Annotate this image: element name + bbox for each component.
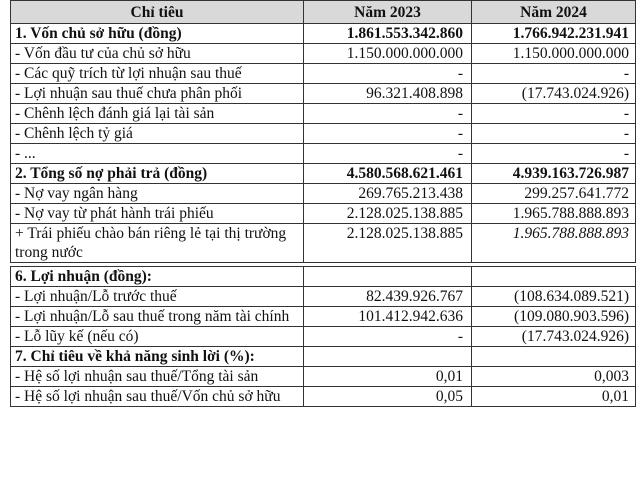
row-value-2024: (109.080.903.596) [472, 307, 636, 327]
row-label: - Chênh lệch đánh giá lại tài sản [11, 104, 304, 124]
row-value-2024: - [472, 64, 636, 84]
row-value-2023: 1.150.000.000.000 [304, 44, 472, 64]
row-value-2024: 0,01 [472, 387, 636, 407]
row-value-2023: - [304, 144, 472, 164]
row-label: - Vốn đầu tư của chủ sở hữu [11, 44, 304, 64]
header-year-2024: Năm 2024 [472, 1, 636, 24]
row-value-2023: - [304, 327, 472, 347]
row-label: - Các quỹ trích từ lợi nhuận sau thuế [11, 64, 304, 84]
row-label: 6. Lợi nhuận (đồng): [11, 267, 304, 287]
financial-table-bottom [10, 266, 636, 407]
row-value-2023: 0,01 [304, 367, 472, 387]
row-value-2024: - [472, 144, 636, 164]
table-row [11, 124, 636, 144]
row-value-2023: 82.439.926.767 [304, 287, 472, 307]
row-value-2023 [304, 267, 472, 287]
row-label: - Chênh lệch tỷ giá [11, 124, 304, 144]
row-value-2023 [304, 347, 472, 367]
row-label: - Hệ số lợi nhuận sau thuế/Vốn chủ sở hữu [11, 387, 304, 407]
table-header-row [11, 1, 636, 24]
row-label: - Lỗ lũy kế (nếu có) [11, 327, 304, 347]
table-row [11, 84, 636, 104]
table-row [11, 104, 636, 124]
table-row [11, 64, 636, 84]
row-value-2023: 96.321.408.898 [304, 84, 472, 104]
row-label: 7. Chỉ tiêu về khả năng sinh lời (%): [11, 347, 304, 367]
row-value-2023: - [304, 64, 472, 84]
table-row [11, 327, 636, 347]
table-row [11, 44, 636, 64]
table-row [11, 224, 636, 263]
row-value-2023: 1.861.553.342.860 [304, 24, 472, 44]
row-label: + Trái phiếu chào bán riêng lẻ tại thị trường trong nước [11, 224, 304, 263]
row-value-2023: - [304, 124, 472, 144]
row-label: - Lợi nhuận/Lỗ trước thuế [11, 287, 304, 307]
row-label: - Hệ số lợi nhuận sau thuế/Tổng tài sản [11, 367, 304, 387]
row-label: - Lợi nhuận sau thuế chưa phân phối [11, 84, 304, 104]
row-value-2024: 1.965.788.888.893 [472, 204, 636, 224]
table-row [11, 367, 636, 387]
table-row [11, 347, 636, 367]
row-label: - Nợ vay từ phát hành trái phiếu [11, 204, 304, 224]
row-value-2023: 269.765.213.438 [304, 184, 472, 204]
table-row [11, 164, 636, 184]
row-value-2023: 2.128.025.138.885 [304, 204, 472, 224]
row-label: - Nợ vay ngân hàng [11, 184, 304, 204]
table-row [11, 24, 636, 44]
row-value-2024: - [472, 124, 636, 144]
row-label: - Lợi nhuận/Lỗ sau thuế trong năm tài chính [11, 307, 304, 327]
table-row [11, 307, 636, 327]
row-value-2024: (17.743.024.926) [472, 327, 636, 347]
row-value-2024 [472, 347, 636, 367]
row-value-2023: 4.580.568.621.461 [304, 164, 472, 184]
row-value-2024: 0,003 [472, 367, 636, 387]
row-value-2024: (17.743.024.926) [472, 84, 636, 104]
table-row [11, 204, 636, 224]
row-value-2023: - [304, 104, 472, 124]
row-value-2024: 1.150.000.000.000 [472, 44, 636, 64]
table-row [11, 387, 636, 407]
table-row [11, 144, 636, 164]
row-value-2024: 1.766.942.231.941 [472, 24, 636, 44]
row-label: 1. Vốn chủ sở hữu (đồng) [11, 24, 304, 44]
row-value-2024: 299.257.641.772 [472, 184, 636, 204]
table-row [11, 184, 636, 204]
header-indicator: Chỉ tiêu [11, 1, 304, 24]
row-value-2024 [472, 267, 636, 287]
row-value-2024: - [472, 104, 636, 124]
row-value-2024: 4.939.163.726.987 [472, 164, 636, 184]
table-row [11, 287, 636, 307]
row-value-2023: 2.128.025.138.885 [304, 224, 472, 263]
row-value-2023: 101.412.942.636 [304, 307, 472, 327]
row-value-2023: 0,05 [304, 387, 472, 407]
row-value-2024: (108.634.089.521) [472, 287, 636, 307]
table-row [11, 267, 636, 287]
row-label: 2. Tổng số nợ phải trả (đồng) [11, 164, 304, 184]
row-value-2024: 1.965.788.888.893 [472, 224, 636, 263]
row-label: - ... [11, 144, 304, 164]
header-year-2023: Năm 2023 [304, 1, 472, 24]
financial-table-top [10, 0, 636, 263]
